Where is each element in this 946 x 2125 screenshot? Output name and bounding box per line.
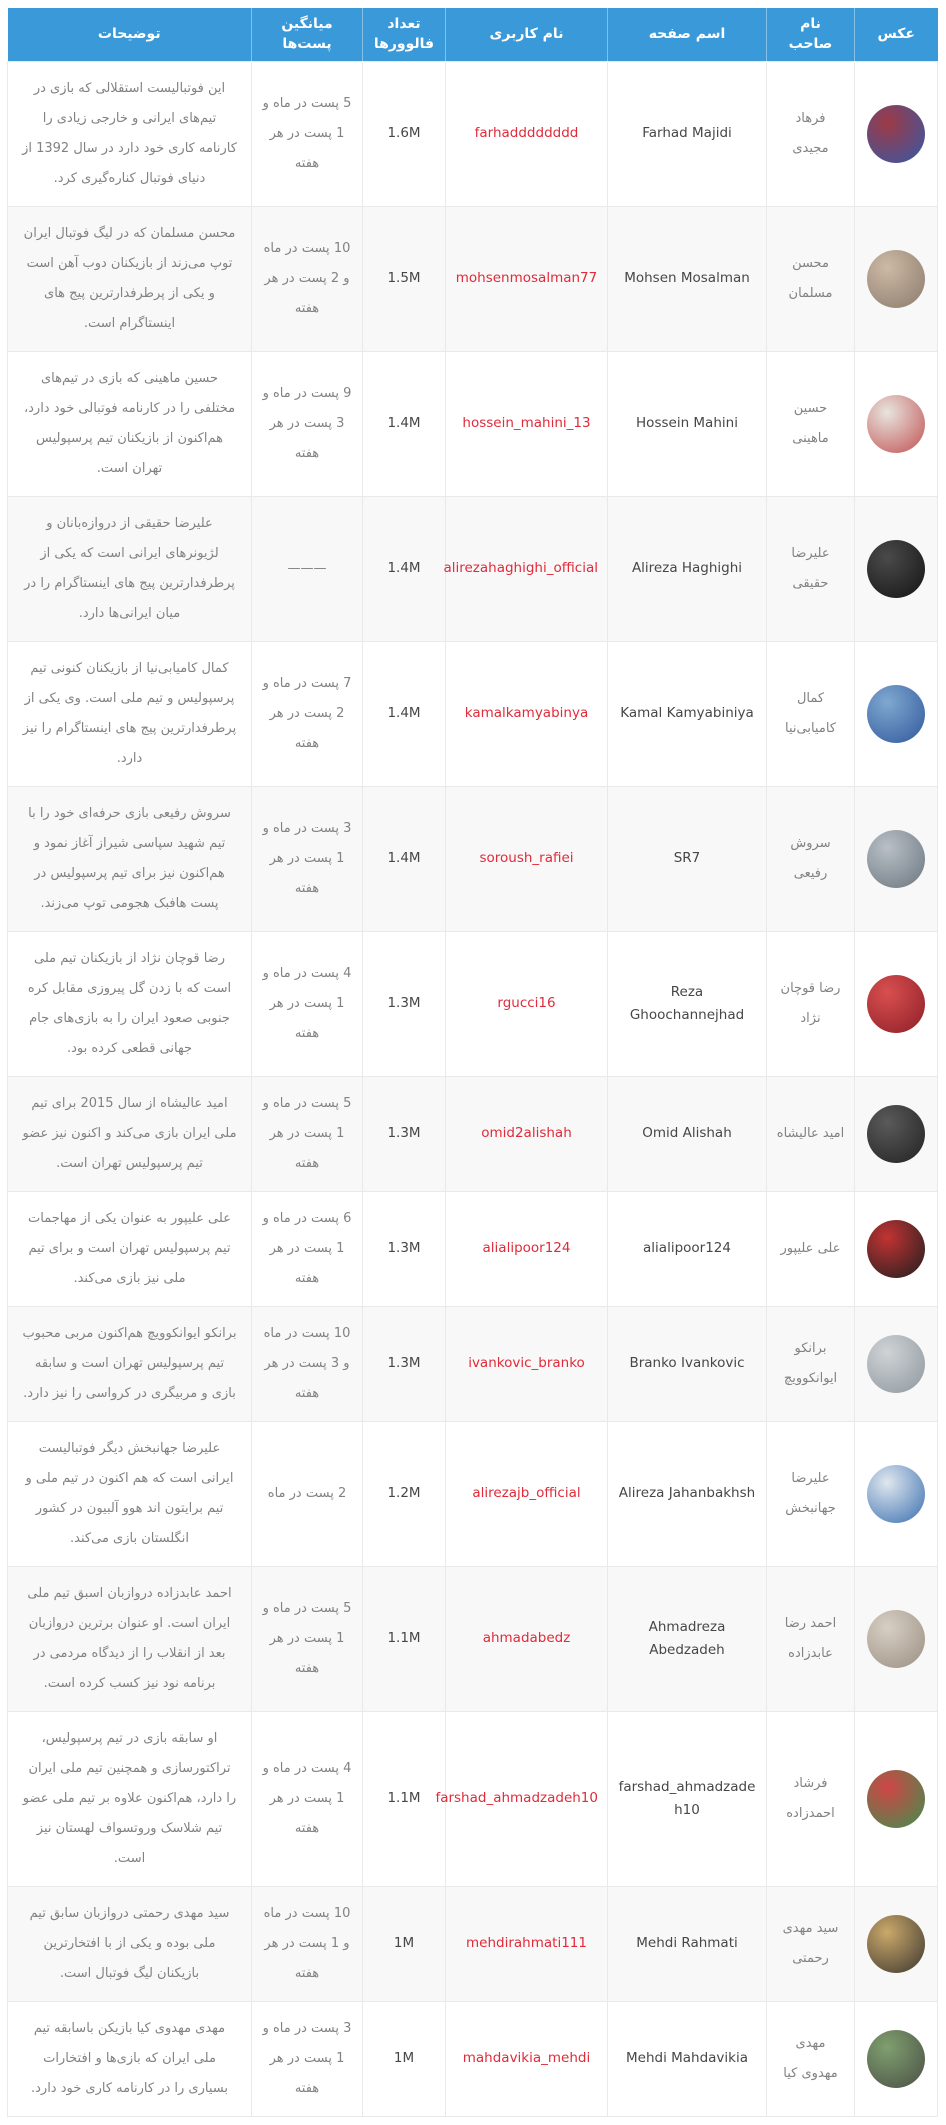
owner-name: برانکو ایوانکوویچ bbox=[767, 1306, 855, 1421]
description: احمد عابدزاده دروازبان اسبق تیم ملی ایران است. او عنوان برترین دروازبان بعد از انقلاب را از دیدگاه مردمی در برنامه نود نیز کسب کرده است. bbox=[8, 1566, 252, 1711]
username-link[interactable]: mohsenmosalman77 bbox=[455, 269, 598, 286]
page-name: Ahmadreza Abedzadeh bbox=[608, 1566, 767, 1711]
table-row bbox=[8, 786, 938, 931]
table-row bbox=[8, 1566, 938, 1711]
username-link[interactable]: ahmadabedz bbox=[482, 1629, 571, 1646]
username-link[interactable]: farhadddddddd bbox=[474, 124, 579, 141]
owner-name: سروش رفیعی bbox=[767, 786, 855, 931]
avatar bbox=[867, 1105, 925, 1163]
photo-cell bbox=[855, 1711, 938, 1886]
followers-count: 1.2M bbox=[363, 1421, 446, 1566]
table-row bbox=[8, 1711, 938, 1886]
avatar bbox=[867, 540, 925, 598]
followers-count: 1.1M bbox=[363, 1566, 446, 1711]
posts-average: 3 پست در ماه و 1 پست در هر هفته bbox=[252, 2001, 363, 2116]
instagram-pages-table bbox=[7, 8, 938, 2117]
table-row bbox=[8, 61, 938, 206]
username-cell bbox=[446, 1421, 608, 1566]
username-link[interactable]: farshad_ahmadzadeh10 bbox=[435, 1789, 598, 1806]
description: علیرضا حقیقی از دروازه‌بانان و لژیونرهای ایرانی است که یکی از پرطرفدارترین پیج های اینستاگرام را در میان ایرانی‌ها دارد. bbox=[8, 496, 252, 641]
description: امید عالیشاه از سال 2015 برای تیم ملی ایران بازی می‌کند و اکنون نیز عضو تیم پرسپولیس تهران است. bbox=[8, 1076, 252, 1191]
table-row bbox=[8, 1421, 938, 1566]
page-name: farshad_ahmadzadeh10 bbox=[608, 1711, 767, 1886]
followers-count: 1.3M bbox=[363, 1191, 446, 1306]
username-cell bbox=[446, 1306, 608, 1421]
owner-name: امید عالیشاه bbox=[767, 1076, 855, 1191]
posts-average: 10 پست در ماه و 1 پست در هر هفته bbox=[252, 1886, 363, 2001]
photo-cell bbox=[855, 1076, 938, 1191]
avatar bbox=[867, 395, 925, 453]
username-cell bbox=[446, 1566, 608, 1711]
posts-average: 4 پست در ماه و 1 پست در هر هفته bbox=[252, 931, 363, 1076]
page-name: SR7 bbox=[608, 786, 767, 931]
avatar bbox=[867, 1610, 925, 1668]
owner-name: علی علیپور bbox=[767, 1191, 855, 1306]
photo-cell bbox=[855, 1421, 938, 1566]
posts-average: 5 پست در ماه و 1 پست در هر هفته bbox=[252, 61, 363, 206]
table-row bbox=[8, 496, 938, 641]
table-row bbox=[8, 1886, 938, 2001]
page-name: Alireza Jahanbakhsh bbox=[608, 1421, 767, 1566]
avatar bbox=[867, 2030, 925, 2088]
photo-cell bbox=[855, 1886, 938, 2001]
owner-name: مهدی مهدوی کیا bbox=[767, 2001, 855, 2116]
username-link[interactable]: alialipoor124 bbox=[482, 1239, 571, 1256]
page-name: Kamal Kamyabiniya bbox=[608, 641, 767, 786]
username-link[interactable]: mahdavikia_mehdi bbox=[462, 2049, 591, 2066]
avatar bbox=[867, 1770, 925, 1828]
owner-name: فرشاد احمدزاده bbox=[767, 1711, 855, 1886]
posts-average: 9 پست در ماه و 3 پست در هر هفته bbox=[252, 351, 363, 496]
description: علی علیپور به عنوان یکی از مهاجمات تیم پرسپولیس تهران است و برای تیم ملی نیز بازی می‌کند. bbox=[8, 1191, 252, 1306]
username-link[interactable]: kamalkamyabinya bbox=[464, 704, 589, 721]
avatar bbox=[867, 105, 925, 163]
table-row bbox=[8, 1306, 938, 1421]
description: مهدی مهدوی کیا بازیکن باسابقه تیم ملی ایران که بازی‌ها و افتخارات بسیاری را در کارنامه کاری خود دارد. bbox=[8, 2001, 252, 2116]
posts-average: 10 پست در ماه و 2 پست در هر هفته bbox=[252, 206, 363, 351]
posts-average: 5 پست در ماه و 1 پست در هر هفته bbox=[252, 1566, 363, 1711]
owner-name: احمد رضا عابدزاده bbox=[767, 1566, 855, 1711]
followers-count: 1.3M bbox=[363, 1306, 446, 1421]
username-cell bbox=[446, 786, 608, 931]
followers-count: 1.3M bbox=[363, 1076, 446, 1191]
avatar bbox=[867, 830, 925, 888]
photo-cell bbox=[855, 496, 938, 641]
username-link[interactable]: omid2alishah bbox=[481, 1124, 572, 1141]
posts-average: 3 پست در ماه و 1 پست در هر هفته bbox=[252, 786, 363, 931]
posts-average: 7 پست در ماه و 2 پست در هر هفته bbox=[252, 641, 363, 786]
followers-count: 1.4M bbox=[363, 641, 446, 786]
photo-cell bbox=[855, 1306, 938, 1421]
username-cell bbox=[446, 1191, 608, 1306]
page-name: Branko Ivankovic bbox=[608, 1306, 767, 1421]
description: این فوتبالیست استقلالی که بازی در تیم‌های ایرانی و خارجی زیادی را کارنامه کاری خود دارد در سال 1392 از دنیای فوتبال کناره‌گیری کرد. bbox=[8, 61, 252, 206]
table-header-row bbox=[8, 8, 938, 61]
description: سید مهدی رحمتی دروازبان سابق تیم ملی بوده و یکی از با افتخارترین بازیکنان لیگ فوتبال است. bbox=[8, 1886, 252, 2001]
table-row bbox=[8, 1191, 938, 1306]
avatar bbox=[867, 975, 925, 1033]
avatar bbox=[867, 1220, 925, 1278]
page-name: Mehdi Rahmati bbox=[608, 1886, 767, 2001]
username-cell bbox=[446, 351, 608, 496]
username-cell bbox=[446, 206, 608, 351]
table-row bbox=[8, 1076, 938, 1191]
username-cell bbox=[446, 931, 608, 1076]
followers-count: 1.3M bbox=[363, 931, 446, 1076]
followers-count: 1M bbox=[363, 1886, 446, 2001]
column-header-username: نام کاربری bbox=[446, 8, 608, 61]
username-cell bbox=[446, 1886, 608, 2001]
username-link[interactable]: alirezahaghighi_official bbox=[443, 559, 598, 576]
page-name: Omid Alishah bbox=[608, 1076, 767, 1191]
owner-name: علیرضا جهانبخش bbox=[767, 1421, 855, 1566]
owner-name: فرهاد مجیدی bbox=[767, 61, 855, 206]
posts-average: ——— bbox=[252, 496, 363, 641]
followers-count: 1.5M bbox=[363, 206, 446, 351]
username-cell bbox=[435, 1711, 608, 1886]
avatar bbox=[867, 1915, 925, 1973]
avatar bbox=[867, 1335, 925, 1393]
posts-average: 4 پست در ماه و 1 پست در هر هفته bbox=[252, 1711, 363, 1886]
description: رضا قوچان نژاد از بازیکنان تیم ملی است که با زدن گل پیروزی مقابل کره جنوبی صعود ایران را به بازی‌های جام جهانی قطعی کرده بود. bbox=[8, 931, 252, 1076]
description: کمال کامیابی‌نیا از بازیکنان کنونی تیم پرسپولیس و تیم ملی است. وی یکی از پرطرفدارترین پیج های اینستاگرام را نیز دارد. bbox=[8, 641, 252, 786]
column-header-followers: تعداد فالوورها bbox=[363, 8, 446, 61]
photo-cell bbox=[855, 1191, 938, 1306]
table-row bbox=[8, 2001, 938, 2116]
page-name: Hossein Mahini bbox=[608, 351, 767, 496]
owner-name: سید مهدی رحمتی bbox=[767, 1886, 855, 2001]
photo-cell bbox=[855, 351, 938, 496]
photo-cell bbox=[855, 206, 938, 351]
description: او سابقه بازی در تیم پرسپولیس، تراکتورسازی و همچنین تیم ملی ایران را دارد، هم‌اکنون علاوه بر تیم ملی عضو تیم شلاسک وروتسواف لهستان نیز است. bbox=[8, 1711, 252, 1886]
username-link[interactable]: alirezajb_official bbox=[472, 1484, 581, 1501]
photo-cell bbox=[855, 61, 938, 206]
description: علیرضا جهانبخش دیگر فوتبالیست ایرانی است که هم اکنون در تیم ملی و تیم برایتون اند هوو آلبیون در کشور انگلستان بازی می‌کند. bbox=[8, 1421, 252, 1566]
column-header-owner: نام صاحب bbox=[767, 8, 855, 61]
column-header-posts: میانگین پست‌ها bbox=[252, 8, 363, 61]
username-link[interactable]: rgucci16 bbox=[497, 994, 556, 1011]
username-cell bbox=[446, 2001, 608, 2116]
owner-name: علیرضا حقیقی bbox=[767, 496, 855, 641]
photo-cell bbox=[855, 786, 938, 931]
owner-name: کمال کامیابی‌نیا bbox=[767, 641, 855, 786]
username-link[interactable]: mehdirahmati111 bbox=[466, 1934, 587, 1951]
owner-name: رضا قوچان نژاد bbox=[767, 931, 855, 1076]
photo-cell bbox=[855, 1566, 938, 1711]
page-name: Alireza Haghighi bbox=[608, 496, 767, 641]
username-cell bbox=[446, 1076, 608, 1191]
username-link[interactable]: soroush_rafiei bbox=[479, 849, 574, 866]
description: سروش رفیعی بازی حرفه‌ای خود را با تیم شهید سپاسی شیراز آغاز نمود و هم‌اکنون نیز برای تیم پرسپولیس در پست هافبک هجومی توپ می‌زند. bbox=[8, 786, 252, 931]
owner-name: محسن مسلمان bbox=[767, 206, 855, 351]
followers-count: 1.1M bbox=[363, 1711, 446, 1886]
owner-name: حسین ماهینی bbox=[767, 351, 855, 496]
page-name: alialipoor124 bbox=[608, 1191, 767, 1306]
page-name: Mohsen Mosalman bbox=[608, 206, 767, 351]
table-row bbox=[8, 206, 938, 351]
column-header-desc: توضیحات bbox=[8, 8, 252, 61]
followers-count: 1.4M bbox=[363, 786, 446, 931]
table-row bbox=[8, 931, 938, 1076]
followers-count: 1.4M bbox=[363, 351, 446, 496]
photo-cell bbox=[855, 931, 938, 1076]
username-cell bbox=[446, 61, 608, 206]
avatar bbox=[867, 250, 925, 308]
photo-cell bbox=[855, 641, 938, 786]
posts-average: 2 پست در ماه bbox=[252, 1421, 363, 1566]
followers-count: 1.6M bbox=[363, 61, 446, 206]
page-name: Mehdi Mahdavikia bbox=[608, 2001, 767, 2116]
username-cell bbox=[446, 641, 608, 786]
followers-count: 1M bbox=[363, 2001, 446, 2116]
page-name: Farhad Majidi bbox=[608, 61, 767, 206]
username-link[interactable]: ivankovic_branko bbox=[468, 1354, 585, 1371]
username-link[interactable]: hossein_mahini_13 bbox=[462, 414, 591, 431]
column-header-page-name: اسم صفحه bbox=[608, 8, 767, 61]
followers-count: 1.4M bbox=[363, 496, 446, 641]
description: محسن مسلمان که در لیگ فوتبال ایران توپ می‌زند از بازیکنان دوب آهن است و یکی از پرطرفدارترین پیج های اینستاگرام است. bbox=[8, 206, 252, 351]
posts-average: 10 پست در ماه و 3 پست در هر هفته bbox=[252, 1306, 363, 1421]
username-cell bbox=[443, 496, 608, 641]
page-name: Reza Ghoochannejhad bbox=[608, 931, 767, 1076]
description: حسین ماهینی که بازی در تیم‌های مختلفی را در کارنامه فوتبالی خود دارد، هم‌اکنون از بازیکنان تیم پرسپولیس تهران است. bbox=[8, 351, 252, 496]
posts-average: 6 پست در ماه و 1 پست در هر هفته bbox=[252, 1191, 363, 1306]
posts-average: 5 پست در ماه و 1 پست در هر هفته bbox=[252, 1076, 363, 1191]
avatar bbox=[867, 1465, 925, 1523]
description: برانکو ایوانکوویچ هم‌اکنون مربی محبوب تیم پرسپولیس تهران است و سابقه بازی و مربیگری در کرواسی را نیز دارد. bbox=[8, 1306, 252, 1421]
table-row bbox=[8, 641, 938, 786]
photo-cell bbox=[855, 2001, 938, 2116]
avatar bbox=[867, 685, 925, 743]
table-row bbox=[8, 351, 938, 496]
column-header-photo: عکس bbox=[855, 8, 938, 61]
